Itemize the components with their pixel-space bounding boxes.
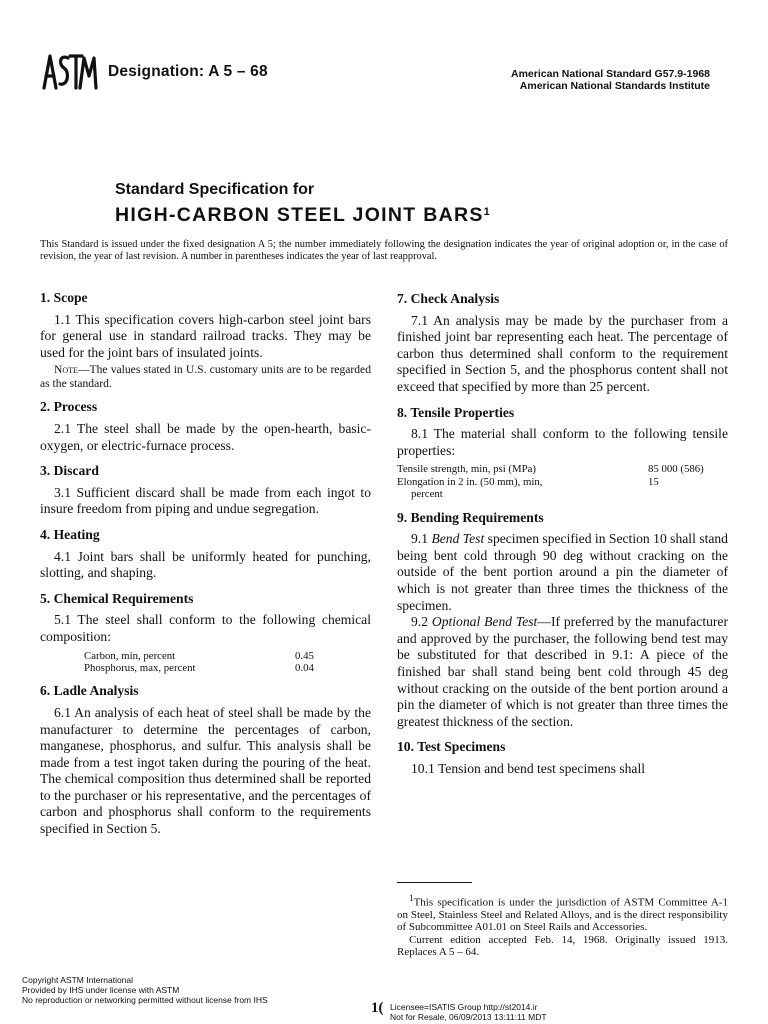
section-bending-requirements (397, 510, 728, 731)
section-test-specimens (397, 739, 728, 777)
section-tensile-properties (397, 405, 728, 501)
title-line-2 (115, 204, 490, 227)
paragraph-number: 9.1 (411, 531, 428, 547)
paragraph: 8.1 The material shall conform to the following tensile properties: (397, 426, 728, 458)
section-check-analysis (397, 291, 728, 396)
main-title: HIGH-CARBON STEEL JOINT BARS (115, 204, 484, 226)
paragraph: 5.1 The steel shall conform to the following chemical composition: (40, 612, 371, 644)
page-mark: 1( (371, 1000, 384, 1016)
designation: Designation: A 5 – 68 (108, 63, 268, 80)
label-continuation: percent (411, 488, 443, 501)
note-text: —The values stated in U.S. customary units are to be regarded as the standard. (40, 363, 371, 390)
paragraph: 1.1 This specification covers high-carbon steel joint bars for general use in standard railroad tracks. They may be used for the joint bars of insulated joints. (40, 311, 371, 360)
ansi-line-2: American National Standards Institute (519, 80, 710, 92)
section-heading: 5. Chemical Requirements (40, 590, 194, 606)
footnote-paragraph (397, 892, 728, 934)
section-scope (40, 290, 371, 390)
section-heading: 8. Tensile Properties (397, 404, 515, 420)
section-heading: 1. Scope (40, 290, 88, 305)
paragraph-italic-term: Optional Bend Test (431, 614, 538, 630)
astm-logo-icon (40, 50, 98, 92)
paragraph (397, 531, 728, 614)
section-heading: 10. Test Specimens (397, 739, 506, 755)
license-notice (390, 1002, 547, 1022)
paragraph-text: —If preferred by the manufacturer and approved by the purchaser, the following bend test may be substituted for that described in 9.1: A piece of the finished bar shall stand being bent cold through 45 deg without cracking on the outside of the bent portion around a pin the diameter of which is not greater than three times the greatest thickness of the section. (397, 614, 728, 729)
ansi-line-1: American National Standard G57.9-1968 (511, 68, 710, 80)
table-cell-label: Tensile strength, min, psi (MPa) (397, 463, 536, 476)
footnote-text: This specification is under the jurisdiction of ASTM Committee A-1 on Steel, Stainless Steel and Related Alloys, and is the direct responsibility of Subcommittee A01.01 on Steel Rails and Accessories. (397, 896, 728, 934)
table-cell-value: 15 (648, 475, 659, 488)
footnote-divider (397, 882, 472, 883)
title-line-1: Standard Specification for (115, 181, 315, 198)
title-footnote-ref: 1 (483, 206, 490, 218)
table-cell-label (397, 476, 648, 501)
intro-paragraph: This Standard is issued under the fixed designation A 5; the number immediately following the designation indicates the year of original adoption or, in the case of revision, the year of last revision. A number in parentheses indicates the year of last reapproval. (40, 239, 728, 262)
paragraph (397, 614, 728, 730)
footnote (397, 892, 728, 958)
license-line: Licensee=ISATIS Group http://st2014.ir (390, 1002, 538, 1012)
section-heading: 3. Discard (40, 463, 99, 479)
paragraph: 10.1 Tension and bend test specimens shall (411, 760, 646, 776)
paragraph: 4.1 Joint bars shall be uniformly heated for punching, slotting, and shaping. (40, 548, 371, 581)
ansi-reference (511, 68, 710, 92)
chemical-composition-table (40, 650, 371, 675)
copyright-line: Copyright ASTM International (22, 975, 134, 985)
paragraph: 2.1 The steel shall be made by the open-hearth, basic-oxygen, or electric-furnace process. (40, 420, 371, 453)
paragraph: 6.1 An analysis of each heat of steel shall be made by the manufacturer to determine the percentages of carbon, manganese, phosphorus, and sulfur. This analysis shall be made from a test ingot taken during the pouring of the heat. The chemical composition thus determined shall be reported to the purchaser or his representative, and the percentages of carbon and phosphorus shall conform to the requirements specified in Section 5. (40, 704, 371, 837)
copyright-line: Provided by IHS under license with ASTM (22, 985, 180, 995)
paragraph: 7.1 An analysis may be made by the purchaser from a finished joint bar representing each heat. The percentage of carbon thus determined shall conform to the requirement specified in Section 5, and the phosphorus content shall not exceed that specified by more than 25 percent. (397, 312, 728, 394)
note (40, 363, 371, 390)
table-cell-label: Carbon, min, percent (84, 649, 176, 662)
section-heading: 9. Bending Requirements (397, 509, 544, 525)
table-row (40, 650, 371, 662)
section-ladle-analysis (40, 683, 371, 837)
table-cell-value: 0.45 (295, 649, 314, 662)
section-chemical-requirements (40, 591, 371, 675)
table-row (397, 463, 728, 475)
section-process (40, 399, 371, 454)
section-heading: 7. Check Analysis (397, 291, 500, 306)
table-cell-label: Phosphorus, max, percent (84, 661, 196, 674)
section-heading: 2. Process (40, 399, 98, 415)
section-heating (40, 527, 371, 582)
left-column (40, 290, 371, 847)
paragraph-italic-term: Bend Test (431, 531, 485, 547)
table-row (397, 476, 728, 501)
section-discard (40, 463, 371, 518)
tensile-properties-table (397, 463, 728, 500)
table-cell-value: 85 000 (586) (648, 463, 704, 476)
section-heading: 6. Ladle Analysis (40, 683, 139, 699)
footnote-paragraph: Current edition accepted Feb. 14, 1968. Originally issued 1913. Replaces A 5 – 64. (397, 933, 728, 958)
right-column (397, 291, 728, 786)
section-heading: 4. Heating (40, 526, 100, 542)
table-row (40, 662, 371, 674)
note-label: Note (54, 363, 78, 377)
paragraph-text: specimen specified in Section 10 shall stand being bent cold through 90 deg without cracking on the outside of the bent portion around a pin the diameter of which is not greater than three times the thickness of the specimen. (397, 531, 728, 613)
copyright-notice (22, 975, 268, 1005)
table-cell-value: 0.04 (295, 661, 314, 674)
footnote-mark: 1 (409, 893, 414, 903)
license-line: Not for Resale, 06/09/2013 13:11:11 MDT (390, 1012, 547, 1022)
label-text: Elongation in 2 in. (50 mm), min, (397, 475, 543, 488)
copyright-line: No reproduction or networking permitted without license from IHS (22, 995, 268, 1005)
paragraph-number: 9.2 (411, 614, 428, 630)
paragraph: 3.1 Sufficient discard shall be made from each ingot to insure freedom from piping and undue segregation. (40, 484, 371, 517)
